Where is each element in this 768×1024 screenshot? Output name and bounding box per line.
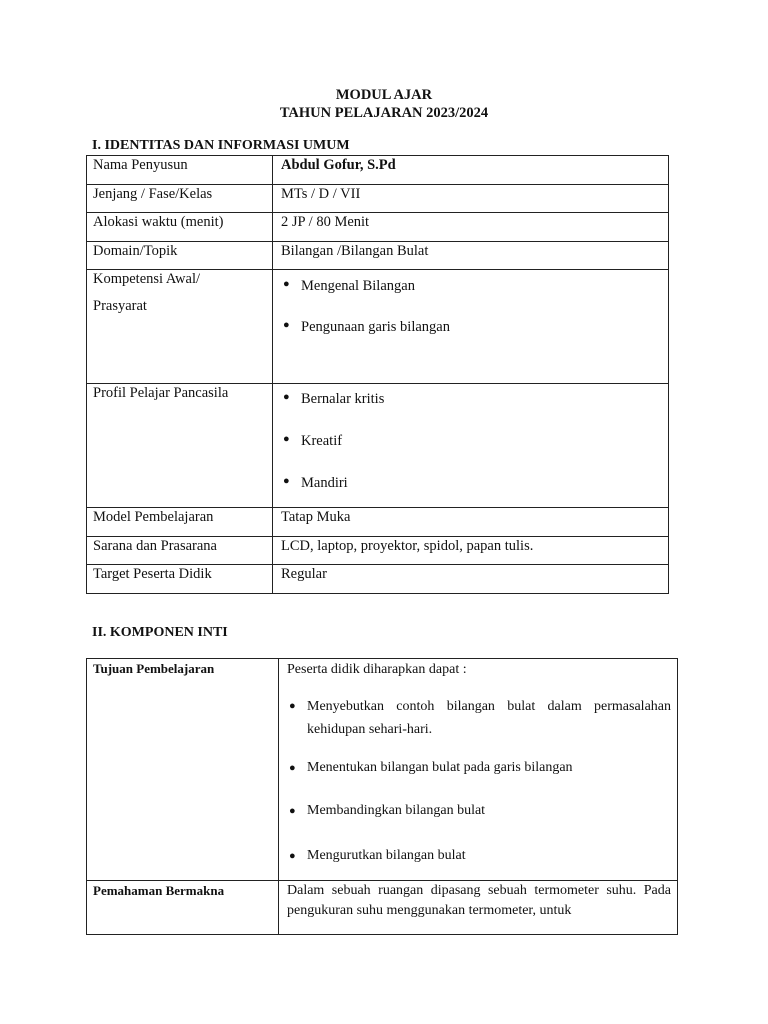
label-cell: Nama Penyusun xyxy=(87,156,273,185)
section-heading-identitas: I. IDENTITAS DAN INFORMASI UMUM xyxy=(92,138,350,153)
kompetensi-value xyxy=(273,270,669,384)
alokasi-value: 2 JP / 80 Menit xyxy=(273,213,669,242)
document-subtitle: TAHUN PELAJARAN 2023/2024 xyxy=(279,105,489,121)
domain-value: Bilangan /Bilangan Bulat xyxy=(273,242,669,270)
tujuan-content xyxy=(279,659,678,881)
table-row xyxy=(87,384,669,508)
list-item: ● Menentukan bilangan bulat pada garis bilangan xyxy=(287,758,671,778)
tujuan-label: Tujuan Pembelajaran xyxy=(87,659,279,881)
label-cell: Domain/Topik xyxy=(87,242,273,270)
document-title: MODUL AJAR xyxy=(335,87,433,103)
pemahaman-text: Dalam sebuah ruangan dipasang sebuah termometer suhu. Pada pengukuran suhu menggunakan termometer, untuk xyxy=(279,881,678,935)
table-row xyxy=(87,659,678,881)
list-item: ● Bernalar kritis xyxy=(281,391,660,408)
table-row xyxy=(87,508,669,537)
table-row xyxy=(87,270,669,384)
label-cell: Model Pembelajaran xyxy=(87,508,273,537)
penyusun-value: Abdul Gofur, S.Pd xyxy=(273,156,669,185)
table-row xyxy=(87,881,678,935)
list-item: ● Mengurutkan bilangan bulat xyxy=(287,846,671,866)
table-row xyxy=(87,213,669,242)
tujuan-intro: Peserta didik diharapkan dapat : xyxy=(287,662,467,677)
table-row xyxy=(87,242,669,270)
label-cell: Jenjang / Fase/Kelas xyxy=(87,185,273,213)
list-item: ● Kreatif xyxy=(281,433,660,450)
table-row xyxy=(87,185,669,213)
model-value: Tatap Muka xyxy=(273,508,669,537)
section-heading-komponen-inti: II. KOMPONEN INTI xyxy=(92,625,228,640)
kompetensi-label-line1: Kompetensi Awal/ xyxy=(93,271,201,287)
label-cell: Alokasi waktu (menit) xyxy=(87,213,273,242)
pemahaman-label: Pemahaman Bermakna xyxy=(87,881,279,935)
bullet-list xyxy=(281,278,660,336)
list-item: ● Menyebutkan contoh bilangan bulat dalam permasalahan kehidupan sehari-hari. xyxy=(287,695,671,741)
table-row xyxy=(87,156,669,185)
list-item: ● Mandiri xyxy=(281,475,660,492)
label-cell: Profil Pelajar Pancasila xyxy=(87,384,273,508)
list-item: ● Membandingkan bilangan bulat xyxy=(287,801,671,821)
kompetensi-label-line2: Prasyarat xyxy=(93,298,147,314)
bullet-list xyxy=(281,391,660,492)
bullet-list xyxy=(287,695,671,866)
list-item: ● Pengunaan garis bilangan xyxy=(281,319,660,336)
label-cell: Target Peserta Didik xyxy=(87,565,273,594)
table-row xyxy=(87,565,669,594)
label-cell: Sarana dan Prasarana xyxy=(87,537,273,565)
target-value: Regular xyxy=(273,565,669,594)
identitas-table xyxy=(86,155,669,594)
label-cell xyxy=(87,270,273,384)
profil-value xyxy=(273,384,669,508)
list-item: ● Mengenal Bilangan xyxy=(281,278,660,295)
jenjang-value: MTs / D / VII xyxy=(273,185,669,213)
sarana-value: LCD, laptop, proyektor, spidol, papan tulis. xyxy=(273,537,669,565)
table-row xyxy=(87,537,669,565)
komponen-inti-table xyxy=(86,658,678,935)
